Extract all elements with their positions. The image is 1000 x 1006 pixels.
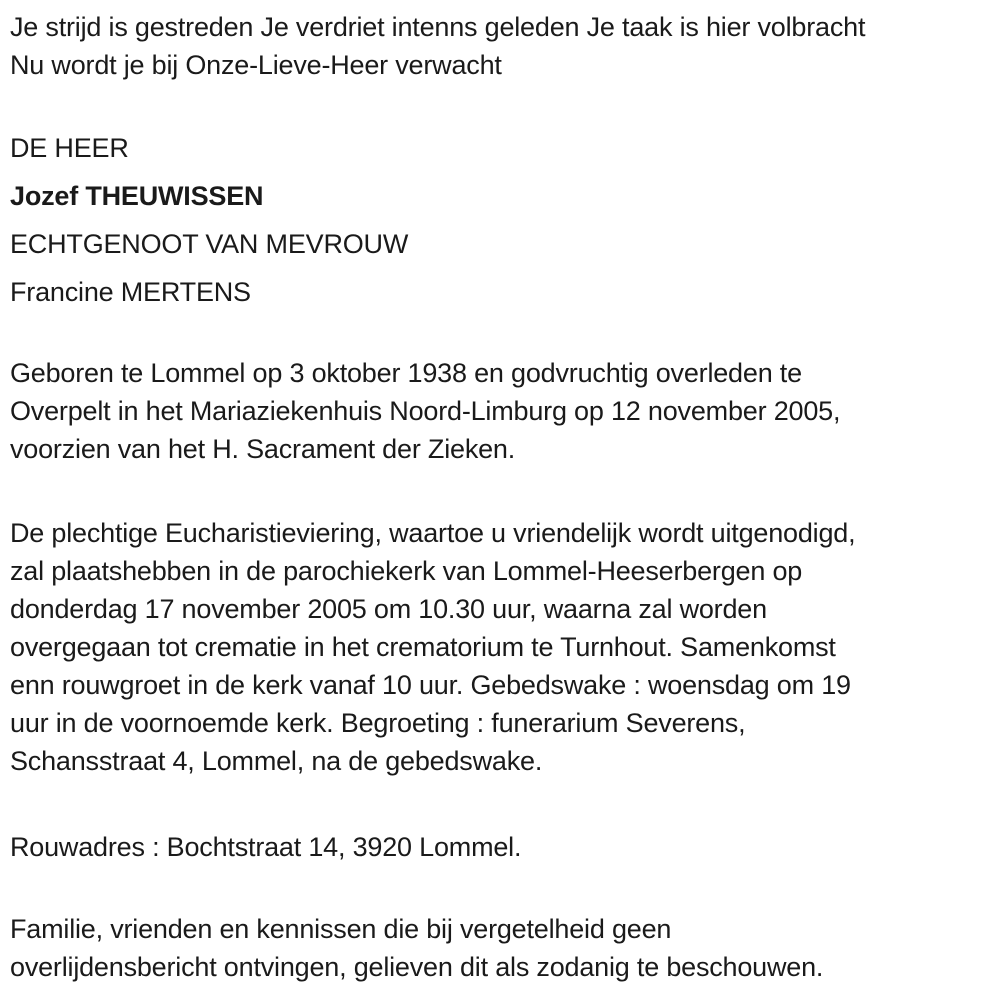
spouse-name: Francine MERTENS: [10, 277, 251, 307]
omission-notice-paragraph: [10, 910, 990, 986]
mourning-address-line: Rouwadres : Bochtstraat 14, 3920 Lommel.: [10, 832, 522, 862]
birth-death-line: Overpelt in het Mariaziekenhuis Noord-Limburg op 12 november 2005,: [10, 396, 841, 426]
birth-death-paragraph: [10, 354, 990, 468]
epigraph-line-1: Je strijd is gestreden Je verdriet intenns geleden Je taak is hier volbracht: [10, 12, 866, 42]
deceased-relation: ECHTGENOOT VAN MEVROUW: [10, 229, 409, 259]
birth-death-line: Geboren te Lommel op 3 oktober 1938 en godvruchtig overleden te: [10, 358, 802, 388]
service-line: uur in de voornoemde kerk. Begroeting : funerarium Severens,: [10, 708, 746, 738]
death-announcement-document: [10, 8, 990, 986]
deceased-title: DE HEER: [10, 133, 129, 163]
service-line: De plechtige Eucharistieviering, waartoe u vriendelijk wordt uitgenodigd,: [10, 518, 856, 548]
birth-death-line: voorzien van het H. Sacrament der Zieken.: [10, 434, 516, 464]
service-line: enn rouwgroet in de kerk vanaf 10 uur. Gebedswake : woensdag om 19: [10, 670, 851, 700]
notice-line: Familie, vrienden en kennissen die bij vergetelheid geen: [10, 914, 672, 944]
funeral-service-paragraph: [10, 514, 990, 780]
mourning-address: [10, 828, 990, 866]
notice-line: overlijdensbericht ontvingen, gelieven dit als zodanig te beschouwen.: [10, 952, 824, 982]
epigraph-line-2: Nu wordt je bij Onze-Lieve-Heer verwacht: [10, 50, 502, 80]
service-line: Schansstraat 4, Lommel, na de gebedswake.: [10, 746, 543, 776]
deceased-name: Jozef THEUWISSEN: [10, 181, 264, 211]
epigraph-verse: [10, 8, 990, 84]
service-line: overgegaan tot crematie in het crematorium te Turnhout. Samenkomst: [10, 632, 836, 662]
deceased-header: [10, 124, 990, 316]
service-line: zal plaatshebben in de parochiekerk van Lommel-Heeserbergen op: [10, 556, 803, 586]
service-line: donderdag 17 november 2005 om 10.30 uur, waarna zal worden: [10, 594, 767, 624]
